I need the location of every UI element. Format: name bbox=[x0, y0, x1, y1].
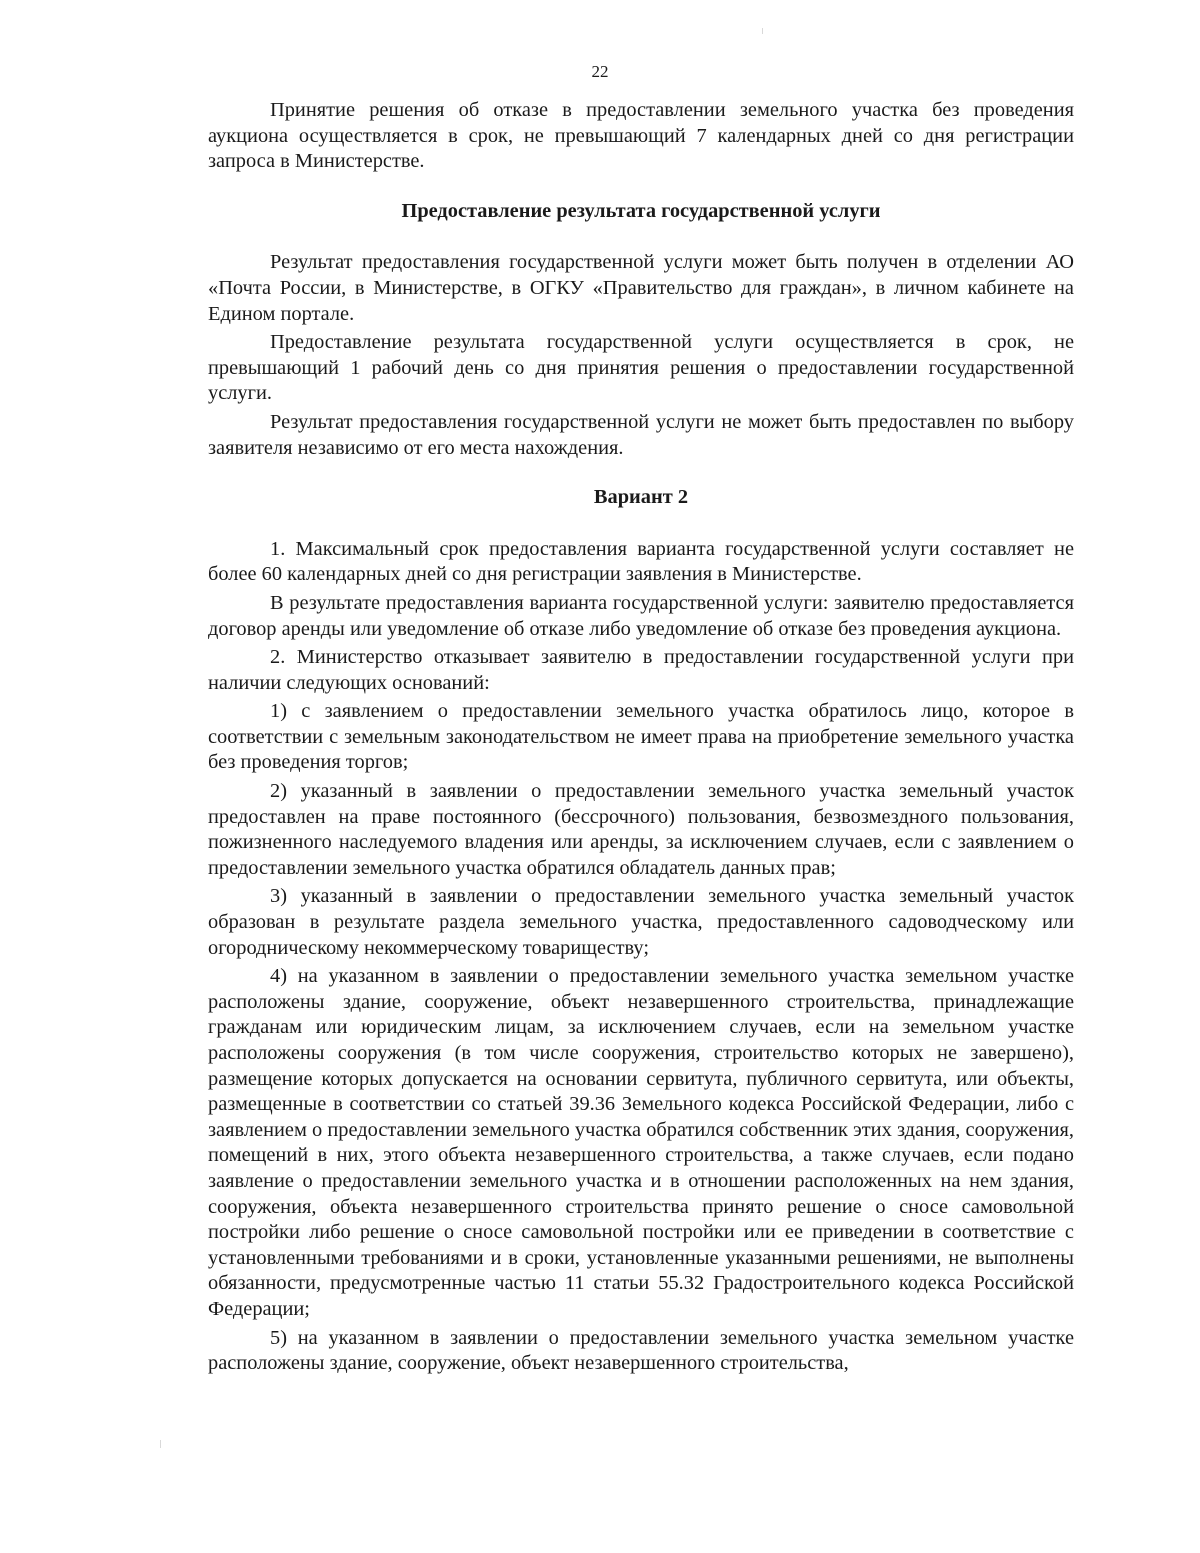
paragraph-result-term: Предоставление результата государственной услуги осуществляется в срок, не превышающий 1 рабочий день со дня принятия решения о предоставлении государственной услуги. bbox=[208, 331, 1074, 405]
paragraph-result-location: Результат предоставления государственной услуги не может быть предоставлен по выбору заявителя независимо от его места нахождения. bbox=[208, 410, 1074, 459]
paragraph-refusal-term: Принятие решения об отказе в предоставлении земельного участка без проведения аукциона осуществляется в срок, не превышающий 7 календарных дней со дня регистрации запроса в Министерстве. bbox=[208, 99, 1074, 173]
paragraph-result-place: Результат предоставления государственной услуги может быть получен в отделении АО «Почта России, в Министерстве, в ОГКУ «Правительство для граждан», в личном кабинете на Едином портале. bbox=[208, 251, 1074, 325]
list-item-ground-2: 2) указанный в заявлении о предоставлении земельного участка земельный участок предоставлен на праве постоянного (бессрочного) пользования, безвозмездного пользования, пожизненного наследуемого владения или аренды, за исключением случаев, если с заявлением о предоставлении земельного участка обратился обладатель данных прав; bbox=[208, 780, 1074, 879]
list-item-ground-3: 3) указанный в заявлении о предоставлении земельного участка земельный участок образован в результате раздела земельного участка, предоставленного садоводческому или огородническому некоммерческому товариществу; bbox=[208, 885, 1074, 959]
list-item-ground-5: 5) на указанном в заявлении о предоставлении земельного участка земельном участке расположены здание, сооружение, объект незавершенного строительства, bbox=[208, 1326, 1074, 1375]
document-body bbox=[208, 98, 1074, 1377]
scan-artifact bbox=[762, 28, 763, 34]
list-item-ground-4: 4) на указанном в заявлении о предоставлении земельного участка земельном участке расположены здание, сооружение, объект незавершенного строительства, принадлежащие гражданам или юридическим лицам, за исключением случаев, если на земельном участке расположены сооружения (в том числе сооружения, строительство которых не завершено), размещение которых допускается на основании сервитута, публичного сервитута, или объекты, размещенные в соответствии со статьей 39.36 Земельного кодекса Российской Федерации, либо с заявлением о предоставлении земельного участка обратился собственник этих здания, сооружения, помещений в них, этого объекта незавершенного строительства, а также случаев, если подано заявление о предоставлении земельного участка и в отношении расположенных на нем здания, сооружения, объекта незавершенного строительства принято решение о сносе самовольной постройки либо решение о сносе самовольной постройки или ее приведении в соответствие с установленными требованиями и в сроки, установленные указанными решениями, не выполнены обязанности, предусмотренные частью 11 статьи 55.32 Градостроительного кодекса Российской Федерации; bbox=[208, 965, 1074, 1320]
scan-artifact bbox=[160, 1440, 161, 1448]
list-item-ground-1: 1) с заявлением о предоставлении земельного участка обратилось лицо, которое в соответствии с земельным законодательством не имеет права на приобретение земельного участка без проведения торгов; bbox=[208, 700, 1074, 774]
paragraph-variant-result: В результате предоставления варианта государственной услуги: заявителю предоставляется договор аренды или уведомление об отказе либо уведомление об отказе без проведения аукциона. bbox=[208, 591, 1074, 640]
paragraph-refusal-grounds: 2. Министерство отказывает заявителю в предоставлении государственной услуги при наличии следующих оснований: bbox=[208, 646, 1074, 694]
section-heading-result: Предоставление результата государственной услуги bbox=[401, 199, 881, 222]
paragraph-max-term: 1. Максимальный срок предоставления варианта государственной услуги составляет не более 60 календарных дней со дня регистрации заявления в Министерстве. bbox=[208, 537, 1074, 586]
page-number: 22 bbox=[591, 62, 609, 81]
section-heading-variant: Вариант 2 bbox=[593, 486, 689, 509]
